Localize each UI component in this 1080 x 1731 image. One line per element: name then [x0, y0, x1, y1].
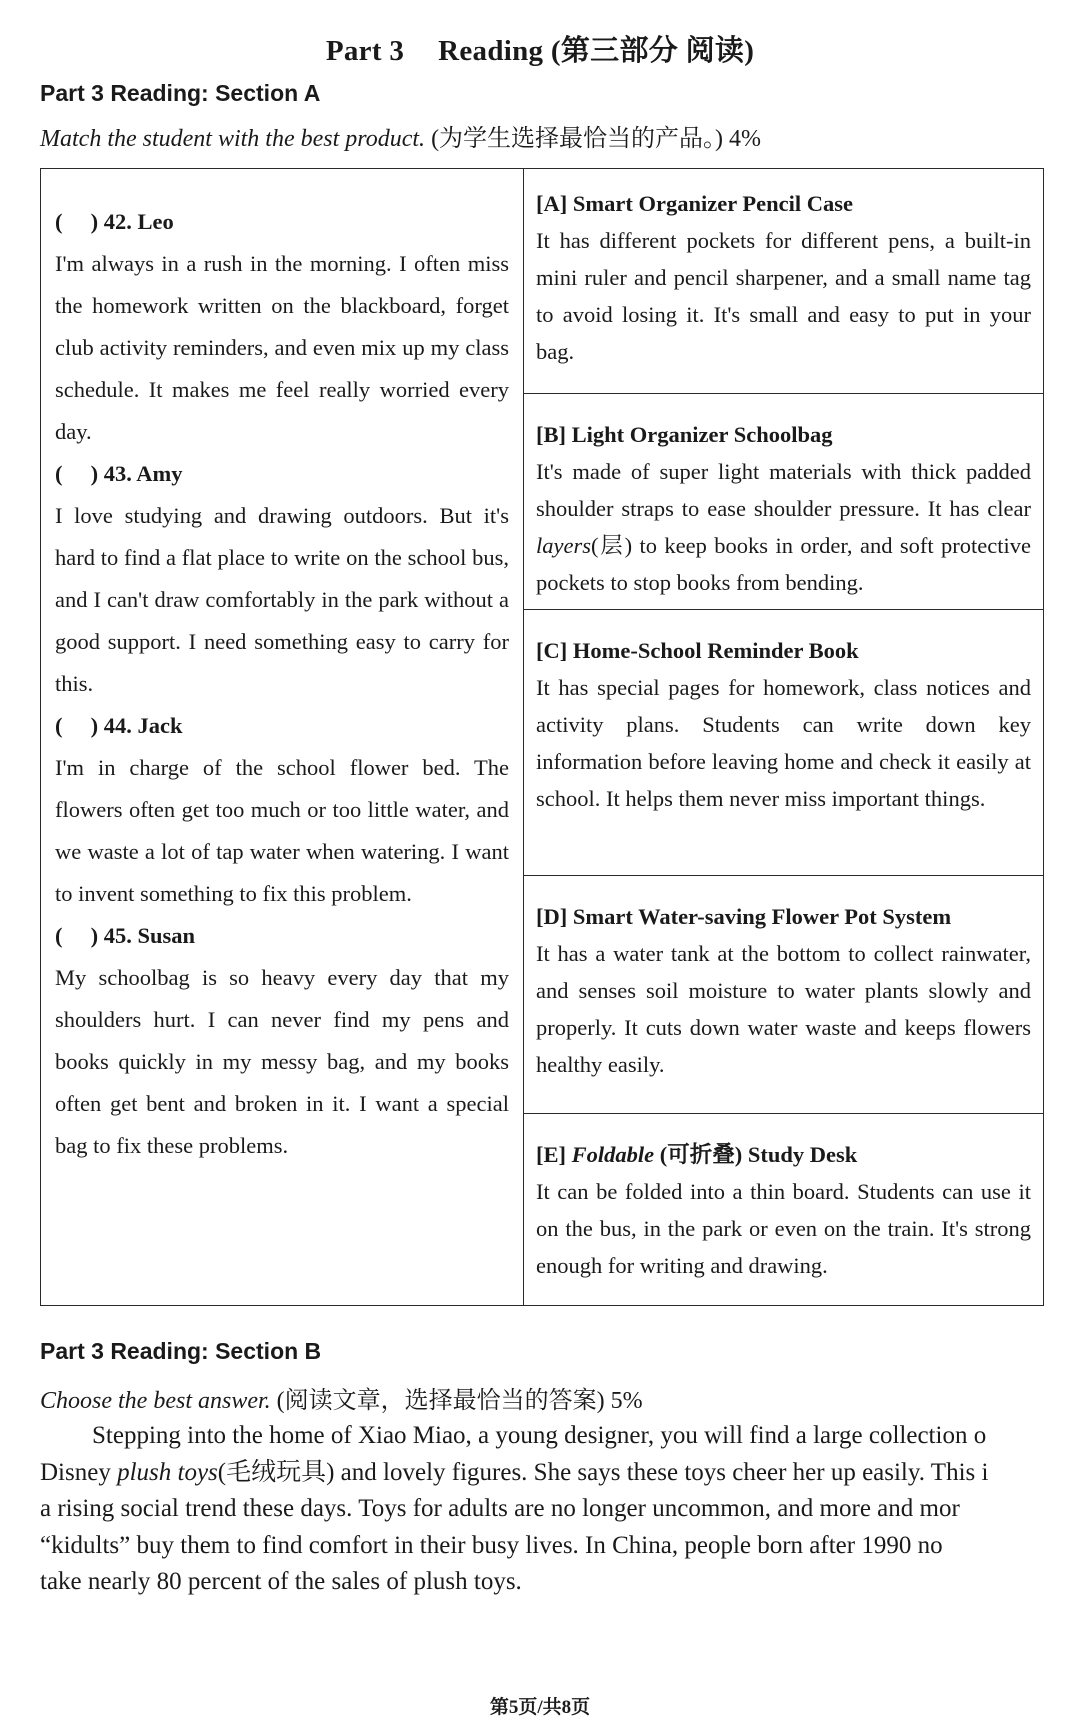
product-c-letter: [C] — [536, 638, 568, 663]
passage-line-3: a rising social trend these days. Toys for adults are no longer uncommon, and more and mor — [40, 1495, 960, 1522]
product-a — [524, 169, 1043, 394]
student-amy-text: I love studying and drawing outdoors. But it's hard to find a flat place to write on the school bus, and I can't draw comfortably in the park without a good support. I need something easy to carry for this. — [55, 503, 509, 696]
passage-line-2-italic: plush toys — [117, 1458, 218, 1486]
section-a-instruction-rest: (为学生选择最恰当的产品。) 4% — [425, 126, 762, 152]
product-b — [524, 394, 1043, 610]
product-c — [524, 610, 1043, 876]
product-e-text: It can be folded into a thin board. Students can use it on the bus, in the park or even on the train. It's strong enough for writing and drawing. — [536, 1179, 1031, 1278]
product-a-letter: [A] — [536, 191, 568, 216]
passage-line-5: take nearly 80 percent of the sales of plush toys. — [40, 1568, 522, 1595]
section-b-instruction-italic: Choose the best answer. — [40, 1388, 271, 1414]
passage-line-1: Stepping into the home of Xiao Miao, a young designer, you will find a large collection o — [92, 1422, 987, 1449]
section-a-instruction-italic: Match the student with the best product. — [40, 126, 426, 152]
student-amy-head: ( ) 43. Amy — [55, 461, 183, 486]
section-b-instruction — [40, 1380, 643, 1415]
product-e-name-italic: Foldable — [566, 1142, 655, 1167]
section-b-heading: Part 3 Reading: Section B — [40, 1338, 322, 1364]
student-jack-head: ( ) 44. Jack — [55, 713, 183, 738]
product-b-text — [536, 453, 1031, 601]
product-c-text: It has special pages for homework, class notices and activity plans. Students can write down key information before leaving home and check it easily at school. It helps them never miss important things. — [536, 675, 1031, 811]
matching-table — [40, 168, 1044, 1306]
products-column — [524, 169, 1044, 1306]
product-d-name: Smart Water-saving Flower Pot System — [567, 904, 952, 929]
students-column — [41, 169, 524, 1306]
product-e-letter: [E] — [536, 1142, 566, 1167]
student-susan-head: ( ) 45. Susan — [55, 923, 196, 948]
product-a-name: Smart Organizer Pencil Case — [567, 191, 853, 216]
product-d-title — [536, 898, 1031, 935]
passage — [40, 1418, 1040, 1601]
product-a-text: It has different pockets for different pens, a built-in mini ruler and pencil sharpener, and a small name tag to avoid losing it. It's small and easy to put in your bag. — [536, 228, 1031, 364]
student-block — [55, 453, 509, 705]
page-number: 第5页/共8页 — [489, 1697, 591, 1718]
product-a-title — [536, 185, 1031, 222]
product-e-title — [536, 1136, 1031, 1173]
part-label: Part 3 — [325, 35, 405, 67]
passage-line-2 — [40, 1455, 1040, 1492]
product-b-text-italic: layers — [536, 533, 591, 558]
product-c-title — [536, 632, 1031, 669]
product-e — [524, 1114, 1043, 1305]
product-b-text-before: It's made of super light materials with thick padded shoulder straps to ease shoulder pressure. It has clear — [536, 459, 1031, 521]
product-c-name: Home-School Reminder Book — [567, 638, 859, 663]
product-d — [524, 876, 1043, 1114]
passage-line-2-before: Disney — [40, 1458, 118, 1486]
student-susan-text: My schoolbag is so heavy every day that my shoulders hurt. I can never find my pens and books quickly in my messy bag, and my books often get bent and broken in it. I want a special bag to fix these problems. — [55, 965, 509, 1158]
product-b-letter: [B] — [536, 422, 566, 447]
student-leo-head: ( ) 42. Leo — [55, 209, 174, 234]
product-b-name: Light Organizer Schoolbag — [566, 422, 833, 447]
passage-line-4: “kidults” buy them to find comfort in their busy lives. In China, people born after 1990 no — [40, 1531, 943, 1559]
section-a-heading: Part 3 Reading: Section A — [40, 80, 321, 106]
product-d-text: It has a water tank at the bottom to collect rainwater, and senses soil moisture to water plants slowly and properly. It cuts down water waste and keeps flowers healthy easily. — [536, 941, 1031, 1077]
student-block — [55, 201, 509, 453]
page-title — [0, 28, 1080, 69]
section-a-instruction — [40, 118, 761, 153]
student-block — [55, 915, 509, 1167]
student-jack-text: I'm in charge of the school flower bed. The flowers often get too much or too little water, and we waste a lot of tap water when watering. I want to invent something to fix this problem. — [55, 755, 509, 906]
product-b-title — [536, 416, 1031, 453]
product-b-text-after: (层) to keep books in order, and soft protective pockets to stop books from bending. — [536, 533, 1031, 595]
student-block — [55, 705, 509, 915]
part-name: Reading (第三部分 阅读) — [438, 35, 755, 67]
section-b-instruction-rest: (阅读文章，选择最恰当的答案) 5% — [270, 1388, 643, 1414]
product-e-name-rest: (可折叠) Study Desk — [654, 1142, 858, 1167]
product-d-letter: [D] — [536, 904, 568, 929]
student-leo-text: I'm always in a rush in the morning. I often miss the homework written on the blackboard, forget club activity reminders, and even mix up my class schedule. It makes me feel really worried every day. — [55, 251, 509, 444]
passage-line-2-after: (毛绒玩具) and lovely figures. She says these toys cheer her up easily. This i — [217, 1458, 989, 1486]
